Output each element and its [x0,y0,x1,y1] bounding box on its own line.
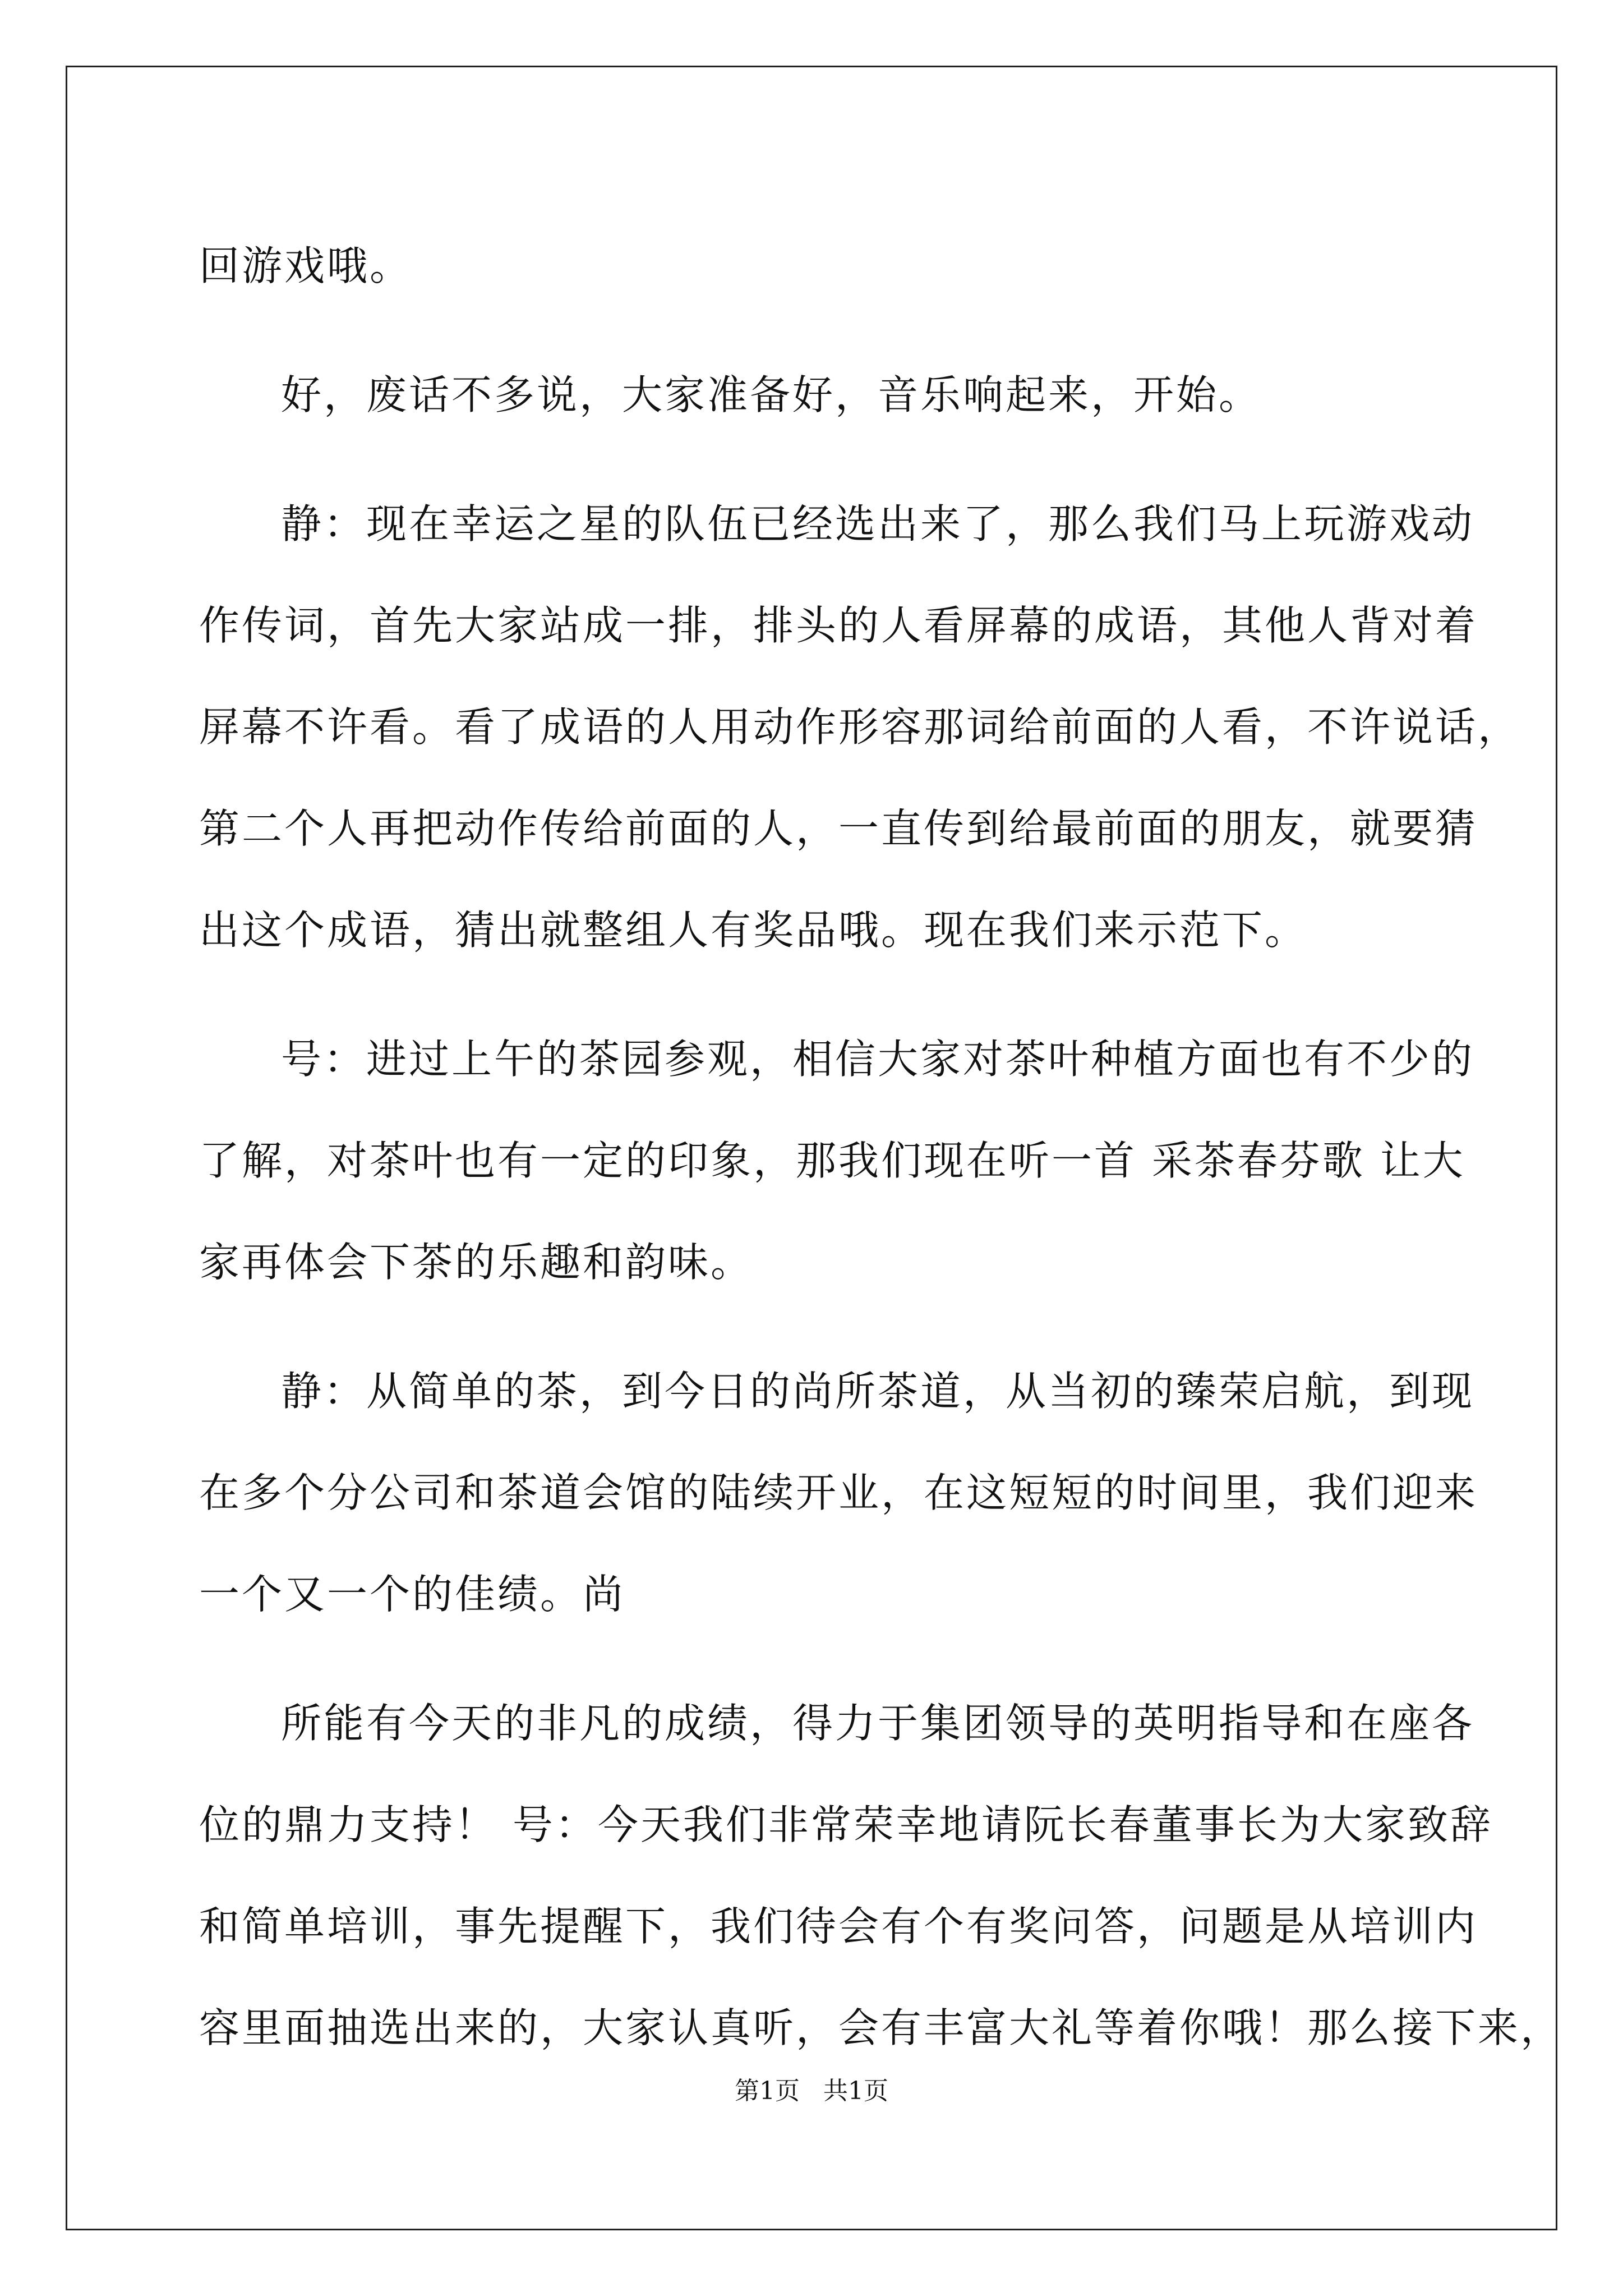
paragraph-4 [199,1009,1475,1313]
text-line: 静：从简单的茶，到今日的尚所茶道，从当初的臻荣启航，到现 [281,1368,1475,1415]
text-line: 位的鼎力支持！ 号：今天我们非常荣幸地请阮长春董事长为大家致辞 [199,1801,1493,1848]
text-line: 静：现在幸运之星的队伍已经选出来了，那么我们马上玩游戏动 [281,500,1475,547]
text-line: 屏幕不许看。看了成语的人用动作形容那词给前面的人看，不许说话， [199,703,1521,751]
paragraph-2 [199,344,1433,446]
page-footer [0,2074,1623,2108]
text-line: 号：进过上午的茶园参观，相信大家对茶叶种植方面也有不少的 [281,1036,1475,1083]
paragraph-1 [199,215,1433,317]
document-body [199,215,1564,2106]
page-total: 共1页 [823,2077,888,2105]
text-line: 出这个成语，猜出就整组人有奖品哦。现在我们来示范下。 [199,907,1308,954]
text-line: 家再体会下茶的乐趣和韵味。 [199,1239,754,1286]
text-line: 好，废话不多说，大家准备好，音乐响起来，开始。 [281,371,1262,418]
text-line: 在多个分公司和茶道会馆的陆续开业，在这短短的时间里，我们迎来 [199,1469,1478,1516]
page-number: 第1页 [735,2077,800,2105]
text-line: 作传词，首先大家站成一排，排头的人看屏幕的成语，其他人背对着 [199,602,1478,649]
text-line: 了解，对茶叶也有一定的印象，那我们现在听一首 采茶春芬歌 让大 [199,1137,1465,1184]
text-line: 一个又一个的佳绩。尚 [199,1571,626,1618]
paragraph-3 [199,473,1521,981]
paragraph-6 [199,1673,1564,2079]
paragraph-5 [199,1341,1478,1645]
text-line: 和简单培训，事先提醒下，我们待会有个有奖问答，问题是从培训内 [199,1903,1478,1950]
text-line: 容里面抽选出来的，大家认真听，会有丰富大礼等着你哦！那么接下来， [199,2004,1564,2051]
text-line: 第二个人再把动作传给前面的人，一直传到给最前面的朋友，就要猜 [199,805,1478,852]
text-line: 所能有今天的非凡的成绩，得力于集团领导的英明指导和在座各 [281,1700,1475,1747]
text-line: 回游戏哦。 [199,242,413,289]
